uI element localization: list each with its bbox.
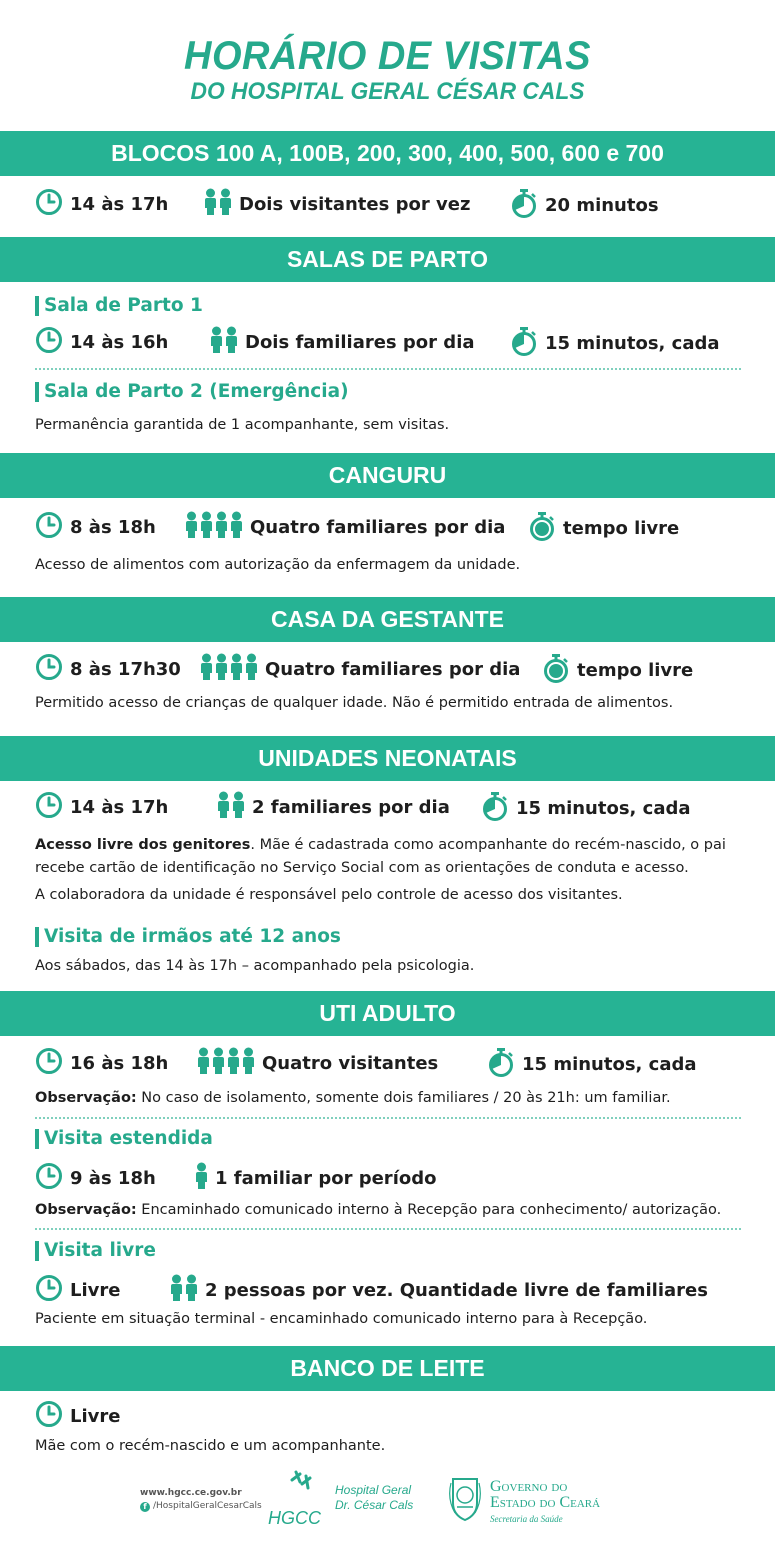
facebook-icon: f	[140, 1502, 150, 1512]
sala1-duration	[510, 326, 720, 361]
people-icon	[200, 653, 258, 686]
stopwatch-icon	[487, 1047, 515, 1082]
neonatais-hours	[35, 791, 168, 824]
people-icon	[170, 1274, 198, 1307]
clock-icon	[35, 1162, 63, 1195]
neonatais-note-line3: A colaboradora da unidade é responsável pelo controle de acesso dos visitantes.	[35, 887, 623, 903]
section-header-blocos: BLOCOS 100 A, 100B, 200, 300, 400, 500, 600 e 700	[0, 131, 775, 176]
sala2-note: Permanência garantida de 1 acompanhante, sem visitas.	[35, 417, 450, 433]
hours-text: 9 às 18h	[70, 1168, 156, 1189]
gestante-note: Permitido acesso de crianças de qualquer idade. Não é permitido entrada de alimentos.	[35, 695, 674, 711]
estendida-observation	[35, 1199, 721, 1221]
note-rest: . Mãe é cadastrada como acompanhante do recém-nascido, o pai	[250, 837, 726, 853]
livre-hours	[35, 1274, 120, 1307]
estendida-visitors	[195, 1162, 436, 1195]
sala1-visitors	[210, 326, 475, 359]
duration-text: 20 minutos	[545, 195, 659, 216]
livre-note: Paciente em situação terminal - encaminhado comunicado interno para à Recepção.	[35, 1311, 648, 1327]
uti-observation	[35, 1087, 671, 1109]
divider	[35, 1228, 741, 1230]
clock-icon	[35, 1400, 63, 1433]
livre-visitors	[170, 1274, 708, 1307]
government-name	[490, 1479, 600, 1527]
canguru-note: Acesso de alimentos com autorização da enfermagem da unidade.	[35, 557, 521, 573]
page-subtitle: DO HOSPITAL GERAL CÉSAR CALS	[190, 78, 585, 105]
hours-text: 8 às 17h30	[70, 659, 181, 680]
observation-text: Encaminhado comunicado interno à Recepção para conhecimento/ autorização.	[136, 1202, 722, 1218]
clock-icon	[35, 511, 63, 544]
website-link[interactable]: www.hgcc.ce.gov.br	[140, 1488, 242, 1498]
stopwatch-icon	[510, 326, 538, 361]
observation-text: No caso de isolamento, somente dois familiares / 20 às 21h: um familiar.	[136, 1090, 671, 1106]
gestante-visitors	[200, 653, 520, 686]
people-icon	[185, 511, 243, 544]
hospital-name-line1: Hospital Geral	[335, 1483, 412, 1497]
leite-note: Mãe com o recém-nascido e um acompanhante.	[35, 1438, 386, 1454]
divider	[35, 1117, 741, 1119]
page-title: HORÁRIO DE VISITAS	[184, 34, 591, 78]
visitors-text: Dois familiares por dia	[245, 332, 475, 353]
hours-text: 16 às 18h	[70, 1053, 169, 1074]
state-seal	[447, 1473, 483, 1527]
note-bold: Acesso livre dos genitores	[35, 837, 251, 853]
sala1-hours	[35, 326, 168, 359]
gov-line3: Secretaria da Saúde	[490, 1514, 563, 1524]
blocos-duration	[510, 188, 659, 223]
neonatais-note-line1	[35, 834, 726, 856]
visitors-text: Quatro familiares por dia	[265, 659, 521, 680]
gov-line2: Estado do Ceará	[490, 1494, 601, 1511]
clock-icon	[35, 653, 63, 686]
visitors-text: 1 familiar por período	[215, 1168, 437, 1189]
hours-text: 14 às 17h	[70, 194, 169, 215]
hgcc-logo-icon	[262, 1470, 332, 1530]
subheading-estendida: Visita estendida	[35, 1129, 213, 1149]
visitors-text: Quatro visitantes	[262, 1053, 439, 1074]
divider	[35, 368, 741, 370]
hospital-name-line2: Dr. César Cals	[335, 1498, 414, 1512]
clock-icon	[35, 1047, 63, 1080]
clock-icon	[35, 188, 63, 221]
section-header-canguru: CANGURU	[0, 453, 775, 498]
visitors-text: Quatro familiares por dia	[250, 517, 506, 538]
people-icon	[197, 1047, 255, 1080]
neonatais-note-line2: recebe cartão de identificação no Serviço Social com as orientações de conduta e acesso.	[35, 860, 689, 876]
duration-text: 15 minutos, cada	[522, 1054, 697, 1075]
blocos-visitors	[204, 188, 470, 221]
hospital-name	[335, 1483, 413, 1513]
visitors-text: Dois visitantes por vez	[239, 194, 471, 215]
canguru-duration	[528, 511, 679, 546]
stopwatch-icon	[542, 653, 570, 688]
observation-label: Observação:	[35, 1090, 137, 1106]
irmaos-note: Aos sábados, das 14 às 17h – acompanhado pela psicologia.	[35, 958, 475, 974]
blocos-hours	[35, 188, 168, 221]
gestante-duration	[542, 653, 693, 688]
uti-visitors	[197, 1047, 438, 1080]
estendida-hours	[35, 1162, 156, 1195]
uti-duration	[487, 1047, 697, 1082]
footer-contact	[140, 1487, 262, 1513]
canguru-hours	[35, 511, 156, 544]
canguru-visitors	[185, 511, 505, 544]
visitors-text: 2 familiares por dia	[252, 797, 450, 818]
person-icon	[195, 1162, 208, 1195]
duration-text: 15 minutos, cada	[545, 333, 720, 354]
leite-hours	[35, 1400, 120, 1433]
section-header-gestante: CASA DA GESTANTE	[0, 597, 775, 642]
people-icon	[210, 326, 238, 359]
duration-text: tempo livre	[563, 518, 680, 539]
section-header-leite: BANCO DE LEITE	[0, 1346, 775, 1391]
duration-text: tempo livre	[577, 660, 694, 681]
people-icon	[204, 188, 232, 221]
people-icon	[217, 791, 245, 824]
hours-text: Livre	[70, 1406, 121, 1427]
hours-text: 14 às 17h	[70, 797, 169, 818]
subheading-sala1: Sala de Parto 1	[35, 296, 203, 316]
neonatais-visitors	[217, 791, 450, 824]
hours-text: 14 às 16h	[70, 332, 169, 353]
subheading-sala2: Sala de Parto 2 (Emergência)	[35, 382, 349, 402]
stopwatch-icon	[528, 511, 556, 546]
uti-hours	[35, 1047, 168, 1080]
gestante-hours	[35, 653, 181, 686]
stopwatch-icon	[481, 791, 509, 826]
observation-label: Observação:	[35, 1202, 137, 1218]
clock-icon	[35, 791, 63, 824]
social-link[interactable]	[140, 1500, 262, 1513]
subheading-irmaos: Visita de irmãos até 12 anos	[35, 927, 341, 947]
clock-icon	[35, 326, 63, 359]
hgcc-logo	[262, 1470, 332, 1534]
hgcc-logo-text: HGCC	[268, 1508, 321, 1528]
clock-icon	[35, 1274, 63, 1307]
neonatais-duration	[481, 791, 691, 826]
section-header-neonatais: UNIDADES NEONATAIS	[0, 736, 775, 781]
social-text: /HospitalGeralCesarCals	[153, 1501, 262, 1511]
duration-text: 15 minutos, cada	[516, 798, 691, 819]
coat-of-arms-icon	[447, 1473, 483, 1523]
visitors-text: 2 pessoas por vez. Quantidade livre de familiares	[205, 1280, 708, 1301]
gov-line1: Governo do	[490, 1478, 568, 1495]
section-header-uti: UTI ADULTO	[0, 991, 775, 1036]
subheading-livre: Visita livre	[35, 1241, 156, 1261]
hours-text: Livre	[70, 1280, 121, 1301]
hours-text: 8 às 18h	[70, 517, 156, 538]
section-header-salas: SALAS DE PARTO	[0, 237, 775, 282]
stopwatch-icon	[510, 188, 538, 223]
